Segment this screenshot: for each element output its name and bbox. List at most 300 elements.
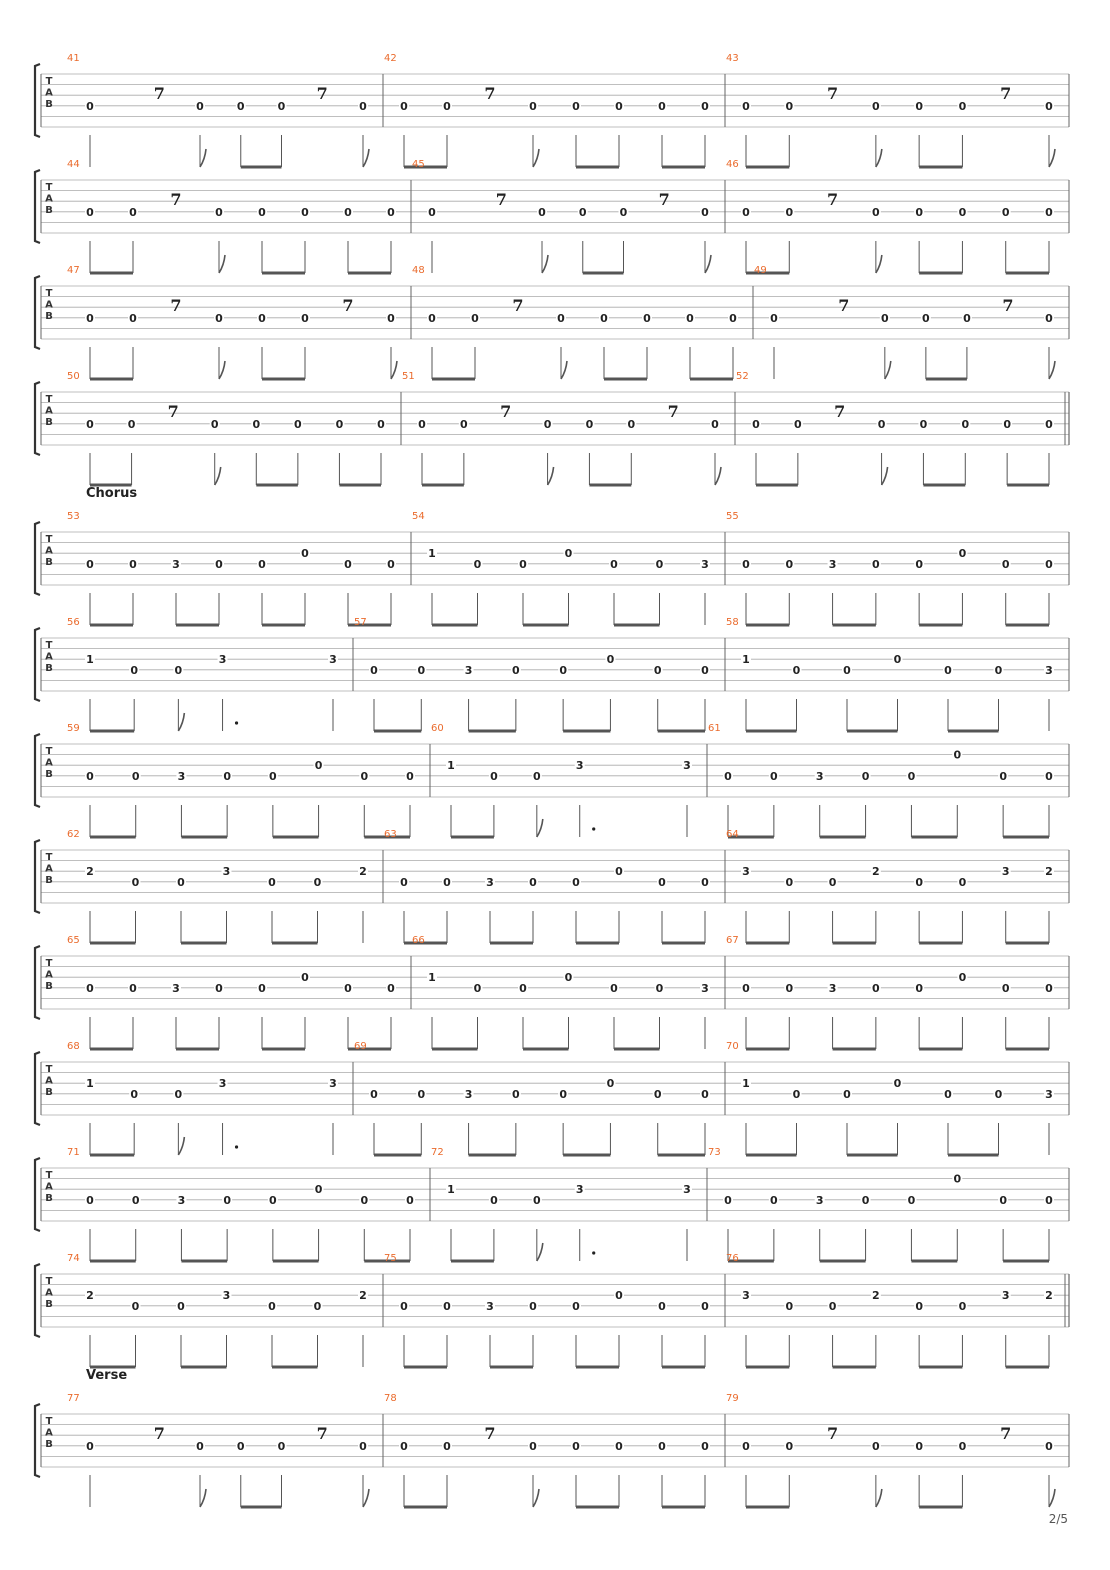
- tab-clef-letter: B: [45, 981, 53, 992]
- measure: [726, 1253, 1054, 1367]
- fret-number: 0: [258, 557, 266, 571]
- fret-number: 0: [915, 205, 923, 219]
- eighth-rest: 7: [500, 402, 512, 422]
- eighth-rest: 7: [342, 296, 354, 316]
- measure-number: 42: [384, 53, 397, 64]
- fret-number: 0: [428, 311, 436, 325]
- fret-number: 0: [872, 99, 880, 113]
- measure-number: 52: [736, 371, 749, 382]
- fret-number: 0: [1045, 417, 1053, 431]
- fret-number: 0: [711, 417, 719, 431]
- eighth-flag: [715, 467, 721, 485]
- measure: [708, 1147, 1054, 1261]
- fret-number: 0: [828, 875, 837, 889]
- eighth-flag: [178, 713, 184, 731]
- fret-number: 1: [742, 653, 750, 667]
- fret-number: 0: [794, 417, 802, 431]
- eighth-flag: [391, 361, 397, 379]
- tab-clef-letter: A: [45, 193, 53, 205]
- tab-clef-letter: A: [45, 545, 53, 557]
- fret-number: 3: [683, 759, 691, 773]
- tab-clef-letter: A: [45, 1075, 53, 1087]
- fret-number: 0: [944, 663, 952, 677]
- tab-clef-letter: A: [45, 405, 53, 417]
- fret-number: 1: [428, 547, 436, 561]
- fret-number: 3: [218, 653, 227, 667]
- fret-number: 0: [370, 1087, 378, 1101]
- fret-number: 0: [400, 875, 408, 889]
- fret-number: 0: [742, 99, 750, 113]
- fret-number: 0: [893, 653, 902, 667]
- measure: [67, 371, 386, 485]
- fret-number: 0: [572, 1439, 580, 1453]
- tab-clef-letter: T: [45, 640, 53, 651]
- measure: [431, 1147, 692, 1261]
- fret-number: 3: [742, 865, 750, 879]
- tab-clef-letter: A: [45, 299, 53, 311]
- fret-number: 0: [86, 557, 94, 571]
- fret-number: 0: [655, 981, 664, 995]
- measure: [754, 265, 1055, 379]
- tab-clef-letter: T: [45, 1170, 53, 1181]
- system-bracket: [35, 1158, 40, 1231]
- fret-number: 0: [400, 1439, 408, 1453]
- fret-number: 0: [658, 99, 666, 113]
- tab-clef-letter: A: [45, 1181, 53, 1193]
- measure: [736, 371, 1054, 485]
- fret-number: 0: [443, 875, 451, 889]
- fret-number: 0: [86, 311, 94, 325]
- fret-number: 0: [752, 417, 760, 431]
- system-bracket: [35, 840, 40, 913]
- measure-number: 60: [431, 723, 444, 734]
- fret-number: 0: [619, 205, 628, 219]
- fret-number: 0: [872, 205, 880, 219]
- fret-number: 0: [785, 981, 794, 995]
- fret-number: 0: [915, 1299, 923, 1313]
- fret-number: 0: [86, 981, 94, 995]
- fret-number: 0: [701, 875, 709, 889]
- fret-number: 0: [770, 1193, 778, 1207]
- tab-clef-letter: T: [45, 958, 53, 969]
- measure: [67, 1393, 369, 1507]
- measure: [726, 1393, 1055, 1507]
- fret-number: 0: [742, 205, 750, 219]
- fret-number: 0: [314, 759, 323, 773]
- fret-number: 3: [172, 557, 180, 571]
- fret-number: 0: [742, 1439, 750, 1453]
- measure: [67, 617, 338, 731]
- fret-number: 0: [344, 557, 352, 571]
- fret-number: 0: [174, 663, 183, 677]
- dotted-rhythm-dot: [592, 1251, 595, 1254]
- eighth-rest: 7: [827, 1424, 839, 1444]
- fret-number: 0: [269, 769, 277, 783]
- fret-number: 0: [335, 417, 344, 431]
- fret-number: 3: [464, 663, 473, 677]
- eighth-flag: [885, 361, 891, 379]
- measure-number: 67: [726, 935, 739, 946]
- fret-number: 0: [907, 1193, 916, 1207]
- fret-number: 0: [359, 1439, 367, 1453]
- fret-number: 0: [606, 653, 615, 667]
- fret-number: 0: [1045, 557, 1053, 571]
- measure-number: 71: [67, 1147, 80, 1158]
- fret-number: 0: [770, 769, 778, 783]
- measure: [384, 1253, 710, 1367]
- fret-number: 0: [196, 1439, 204, 1453]
- fret-number: 0: [701, 1439, 709, 1453]
- eighth-flag: [533, 1489, 539, 1507]
- fret-number: 3: [815, 1193, 824, 1207]
- measure-number: 44: [67, 159, 80, 170]
- measure: [726, 935, 1054, 1049]
- measure: [67, 1041, 338, 1155]
- fret-number: 0: [610, 557, 618, 571]
- measure: [67, 159, 396, 273]
- eighth-rest: 7: [153, 1424, 165, 1444]
- staff-system: [35, 1041, 1069, 1155]
- fret-number: 0: [512, 1087, 520, 1101]
- system-bracket: [35, 276, 40, 349]
- eighth-flag: [200, 149, 206, 167]
- fret-number: 0: [490, 769, 498, 783]
- measure: [726, 511, 1054, 625]
- fret-number: 0: [360, 769, 369, 783]
- fret-number: 0: [958, 875, 967, 889]
- fret-number: 2: [359, 865, 367, 879]
- tab-clef-letter: T: [45, 1064, 53, 1075]
- tab-clef-letter: B: [45, 1439, 53, 1450]
- measure-number: 77: [67, 1393, 80, 1404]
- tab-clef-letter: B: [45, 311, 53, 322]
- measure-number: 41: [67, 53, 80, 64]
- section-label: Chorus: [86, 486, 138, 501]
- fret-number: 0: [915, 1439, 923, 1453]
- tab-clef-letter: T: [45, 1416, 53, 1427]
- eighth-rest: 7: [834, 402, 846, 422]
- fret-number: 0: [443, 99, 451, 113]
- fret-number: 0: [377, 417, 385, 431]
- fret-number: 0: [1045, 311, 1053, 325]
- measure: [726, 159, 1054, 273]
- fret-number: 0: [615, 99, 623, 113]
- fret-number: 0: [792, 1087, 801, 1101]
- fret-number: 3: [1001, 865, 1010, 879]
- fret-number: 3: [486, 1299, 494, 1313]
- tab-clef-letter: B: [45, 557, 53, 568]
- fret-number: 0: [1045, 1193, 1053, 1207]
- staff-system: [35, 159, 1069, 273]
- measure-number: 51: [402, 371, 415, 382]
- measure: [402, 371, 721, 485]
- tab-clef-letter: B: [45, 99, 53, 110]
- fret-number: 0: [843, 663, 851, 677]
- fret-number: 0: [1045, 1439, 1053, 1453]
- measure-number: 75: [384, 1253, 397, 1264]
- measure-number: 72: [431, 1147, 444, 1158]
- dotted-rhythm-dot: [235, 721, 238, 724]
- fret-number: 0: [236, 99, 245, 113]
- fret-number: 0: [861, 1193, 870, 1207]
- fret-number: 0: [742, 557, 750, 571]
- fret-number: 0: [86, 417, 94, 431]
- measure-number: 49: [754, 265, 767, 276]
- fret-number: 3: [1001, 1289, 1010, 1303]
- tab-clef-letter: T: [45, 394, 53, 405]
- fret-number: 0: [223, 769, 231, 783]
- fret-number: 0: [301, 547, 309, 561]
- fret-number: 0: [958, 205, 967, 219]
- fret-number: 0: [473, 557, 482, 571]
- fret-number: 0: [785, 1299, 794, 1313]
- fret-number: 1: [742, 1077, 750, 1091]
- eighth-flag: [542, 255, 548, 273]
- measure-number: 46: [726, 159, 739, 170]
- measure: [67, 265, 397, 379]
- eighth-flag: [178, 1137, 184, 1155]
- dotted-rhythm-dot: [592, 827, 595, 830]
- system-bracket: [35, 1052, 40, 1125]
- fret-number: 0: [653, 1087, 662, 1101]
- tab-clef-letter: B: [45, 417, 53, 428]
- fret-number: 3: [742, 1289, 750, 1303]
- measure-number: 57: [354, 617, 367, 628]
- staff-system: [35, 511, 1069, 625]
- fret-number: 0: [653, 663, 662, 677]
- fret-number: 3: [828, 981, 837, 995]
- fret-number: 0: [130, 663, 139, 677]
- fret-number: 0: [268, 875, 276, 889]
- fret-number: 0: [360, 1193, 369, 1207]
- eighth-flag: [882, 467, 888, 485]
- page-number: 2/5: [1048, 1512, 1068, 1526]
- fret-number: 0: [615, 1289, 623, 1303]
- measure: [67, 723, 415, 837]
- measure-number: 69: [354, 1041, 367, 1052]
- fret-number: 2: [1045, 865, 1053, 879]
- measure-number: 54: [412, 511, 425, 522]
- fret-number: 2: [1045, 1289, 1053, 1303]
- eighth-rest: 7: [170, 190, 182, 210]
- fret-number: 0: [958, 971, 967, 985]
- measure: [67, 511, 396, 625]
- measure: [67, 53, 369, 167]
- fret-number: 0: [301, 311, 309, 325]
- eighth-flag: [537, 819, 543, 837]
- eighth-rest: 7: [827, 190, 839, 210]
- system-bracket: [35, 382, 40, 455]
- fret-number: 3: [815, 769, 824, 783]
- eighth-flag: [363, 149, 369, 167]
- eighth-rest: 7: [316, 84, 328, 104]
- eighth-flag: [219, 255, 225, 273]
- eighth-flag: [200, 1489, 206, 1507]
- fret-number: 3: [218, 1077, 227, 1091]
- fret-number: 0: [129, 311, 137, 325]
- fret-number: 3: [828, 557, 837, 571]
- fret-number: 0: [236, 1439, 245, 1453]
- fret-number: 0: [686, 311, 694, 325]
- fret-number: 0: [578, 205, 587, 219]
- fret-number: 0: [529, 99, 537, 113]
- fret-number: 0: [473, 981, 482, 995]
- tab-clef-letter: B: [45, 875, 53, 886]
- fret-number: 0: [268, 1299, 276, 1313]
- tab-clef-letter: T: [45, 534, 53, 545]
- fret-number: 0: [785, 557, 794, 571]
- measure-number: 65: [67, 935, 80, 946]
- fret-number: 0: [615, 865, 623, 879]
- eighth-rest: 7: [667, 402, 679, 422]
- eighth-rest: 7: [512, 296, 524, 316]
- fret-number: 0: [907, 769, 916, 783]
- dotted-rhythm-dot: [235, 1145, 238, 1148]
- fret-number: 0: [131, 1299, 140, 1313]
- tab-clef-letter: A: [45, 863, 53, 875]
- measure: [431, 723, 692, 837]
- fret-number: 0: [313, 875, 322, 889]
- fret-number: 0: [406, 1193, 414, 1207]
- system-bracket: [35, 1264, 40, 1337]
- measure-number: 47: [67, 265, 80, 276]
- fret-number: 0: [658, 1439, 666, 1453]
- tab-clef-letter: B: [45, 663, 53, 674]
- fret-number: 2: [872, 1289, 880, 1303]
- fret-number: 0: [572, 875, 580, 889]
- system-bracket: [35, 946, 40, 1019]
- system-bracket: [35, 170, 40, 243]
- measure-number: 76: [726, 1253, 739, 1264]
- fret-number: 0: [610, 981, 618, 995]
- fret-number: 0: [443, 1439, 451, 1453]
- fret-number: 0: [512, 663, 520, 677]
- fret-number: 0: [400, 1299, 408, 1313]
- system-bracket: [35, 628, 40, 701]
- fret-number: 0: [529, 1299, 537, 1313]
- fret-number: 0: [428, 205, 436, 219]
- fret-number: 0: [177, 1299, 185, 1313]
- eighth-flag: [537, 1243, 543, 1261]
- eighth-flag: [533, 149, 539, 167]
- fret-number: 0: [86, 769, 94, 783]
- tab-clef-letter: A: [45, 87, 53, 99]
- measure-number: 78: [384, 1393, 397, 1404]
- fret-number: 0: [538, 205, 546, 219]
- fret-number: 0: [174, 1087, 183, 1101]
- measure-number: 59: [67, 723, 80, 734]
- fret-number: 0: [129, 981, 137, 995]
- fret-number: 0: [861, 769, 870, 783]
- measure-number: 62: [67, 829, 80, 840]
- fret-number: 0: [770, 311, 778, 325]
- fret-number: 0: [615, 1439, 623, 1453]
- fret-number: 0: [785, 875, 794, 889]
- measure: [412, 159, 711, 273]
- fret-number: 0: [417, 663, 426, 677]
- fret-number: 0: [129, 557, 137, 571]
- fret-number: 2: [359, 1289, 367, 1303]
- fret-number: 3: [701, 981, 709, 995]
- fret-number: 3: [329, 1077, 337, 1091]
- fret-number: 0: [223, 1193, 231, 1207]
- fret-number: 0: [963, 311, 971, 325]
- fret-number: 0: [701, 1087, 709, 1101]
- fret-number: 0: [958, 1439, 967, 1453]
- tab-clef-letter: B: [45, 1193, 53, 1204]
- tab-clef-letter: B: [45, 205, 53, 216]
- measure-number: 50: [67, 371, 80, 382]
- measure: [412, 511, 710, 625]
- eighth-rest: 7: [1000, 1424, 1012, 1444]
- fret-number: 0: [843, 1087, 851, 1101]
- measure: [726, 53, 1055, 167]
- fret-number: 0: [701, 205, 709, 219]
- fret-number: 0: [585, 417, 594, 431]
- eighth-flag: [548, 467, 554, 485]
- tab-clef-letter: T: [45, 852, 53, 863]
- fret-number: 0: [400, 99, 408, 113]
- fret-number: 0: [1045, 981, 1053, 995]
- eighth-rest: 7: [658, 190, 670, 210]
- tab-clef-letter: A: [45, 651, 53, 663]
- fret-number: 0: [922, 311, 930, 325]
- measure-number: 74: [67, 1253, 80, 1264]
- measure-number: 58: [726, 617, 739, 628]
- measure: [354, 1041, 710, 1155]
- fret-number: 0: [387, 311, 395, 325]
- fret-number: 0: [529, 1439, 537, 1453]
- fret-number: 0: [301, 971, 309, 985]
- fret-number: 0: [1003, 417, 1011, 431]
- fret-number: 0: [915, 875, 923, 889]
- fret-number: 0: [557, 311, 565, 325]
- eighth-rest: 7: [170, 296, 182, 316]
- fret-number: 0: [344, 981, 352, 995]
- fret-number: 0: [701, 99, 709, 113]
- eighth-flag: [561, 361, 567, 379]
- measure: [67, 829, 368, 943]
- fret-number: 3: [683, 1183, 691, 1197]
- measure-number: 56: [67, 617, 80, 628]
- eighth-rest: 7: [1002, 296, 1014, 316]
- fret-number: 0: [877, 417, 886, 431]
- staff-system: [35, 371, 1069, 485]
- fret-number: 0: [994, 663, 1003, 677]
- eighth-rest: 7: [316, 1424, 328, 1444]
- fret-number: 0: [294, 417, 302, 431]
- fret-number: 0: [269, 1193, 277, 1207]
- tab-clef-letter: T: [45, 76, 53, 87]
- fret-number: 0: [359, 99, 367, 113]
- tab-clef-letter: A: [45, 1287, 53, 1299]
- measure: [67, 935, 396, 1049]
- fret-number: 0: [559, 1087, 567, 1101]
- fret-number: 0: [344, 205, 352, 219]
- measure-number: 68: [67, 1041, 80, 1052]
- fret-number: 0: [915, 99, 923, 113]
- fret-number: 0: [961, 417, 970, 431]
- fret-number: 3: [177, 769, 186, 783]
- fret-number: 0: [828, 1299, 837, 1313]
- fret-number: 0: [177, 875, 185, 889]
- measure-number: 66: [412, 935, 425, 946]
- fret-number: 0: [443, 1299, 451, 1313]
- eighth-flag: [876, 149, 882, 167]
- measure: [708, 723, 1054, 837]
- fret-number: 3: [575, 1183, 584, 1197]
- fret-number: 0: [532, 769, 541, 783]
